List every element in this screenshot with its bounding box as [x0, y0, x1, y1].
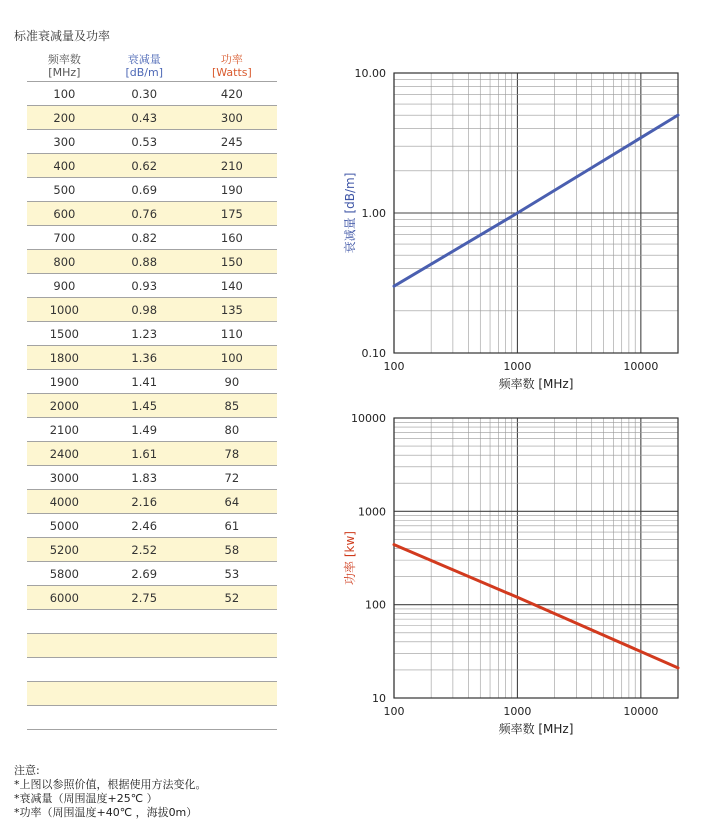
cell-power: 210: [187, 154, 277, 178]
page-title: 标准衰减量及功率: [14, 29, 111, 43]
spec-table: [27, 53, 277, 730]
cell-frequency: 400: [27, 154, 102, 178]
y-tick-label: 1.00: [361, 207, 386, 220]
cell-frequency: 3000: [27, 466, 102, 490]
cell-frequency: 5000: [27, 514, 102, 538]
table-row: [27, 706, 277, 730]
cell-power: 52: [187, 586, 277, 610]
cell-frequency: 100: [27, 82, 102, 106]
cell-power: [187, 634, 277, 658]
y-tick-label: 10: [372, 692, 386, 705]
table-row: [27, 154, 277, 178]
cell-power: 64: [187, 490, 277, 514]
cell-power: 175: [187, 202, 277, 226]
cell-attenuation: 1.23: [102, 322, 187, 346]
x-tick-label: 1000: [503, 360, 532, 373]
x-axis-label: 频率数 [MHz]: [498, 377, 574, 391]
cell-frequency: 700: [27, 226, 102, 250]
table-row: [27, 130, 277, 154]
table-row: [27, 178, 277, 202]
power-chart-svg: [330, 405, 710, 750]
table-row: [27, 514, 277, 538]
table-row: [27, 490, 277, 514]
notes-heading: 注意:: [14, 764, 40, 777]
cell-attenuation: 2.69: [102, 562, 187, 586]
table-row: [27, 586, 277, 610]
cell-attenuation: 1.45: [102, 394, 187, 418]
y-tick-label: 10.00: [354, 67, 386, 80]
cell-frequency: 4000: [27, 490, 102, 514]
cell-frequency: [27, 682, 102, 706]
table-row: [27, 202, 277, 226]
cell-attenuation: 1.49: [102, 418, 187, 442]
cell-power: 80: [187, 418, 277, 442]
header-frequency: [27, 53, 102, 82]
table-row: [27, 82, 277, 106]
y-axis-label: 功率 [kw]: [343, 531, 357, 585]
table-row: [27, 562, 277, 586]
note-line-2: *衰减量（周围温度+25℃ ）: [14, 792, 158, 805]
x-tick-label: 10000: [623, 360, 659, 373]
header-power: [187, 53, 277, 82]
cell-frequency: 6000: [27, 586, 102, 610]
table-body: [27, 82, 277, 730]
table-row: [27, 610, 277, 634]
cell-frequency: [27, 634, 102, 658]
cell-power: [187, 610, 277, 634]
table-row: [27, 370, 277, 394]
cell-power: 110: [187, 322, 277, 346]
cell-attenuation: 1.61: [102, 442, 187, 466]
header-power-unit: [Watts]: [211, 66, 252, 79]
cell-power: 72: [187, 466, 277, 490]
cell-frequency: 2400: [27, 442, 102, 466]
cell-attenuation: [102, 610, 187, 634]
table-row: [27, 226, 277, 250]
table-row: [27, 466, 277, 490]
y-tick-label: 10000: [351, 412, 386, 425]
cell-frequency: 2100: [27, 418, 102, 442]
cell-power: 58: [187, 538, 277, 562]
cell-frequency: 5800: [27, 562, 102, 586]
cell-frequency: [27, 706, 102, 730]
table-row: [27, 322, 277, 346]
attenuation-chart-svg: [330, 60, 710, 405]
note-line-1: *上图以参照价值，根据使用方法变化。: [14, 778, 207, 791]
cell-power: 245: [187, 130, 277, 154]
cell-power: 190: [187, 178, 277, 202]
cell-power: [187, 682, 277, 706]
table-row: [27, 250, 277, 274]
cell-frequency: 200: [27, 106, 102, 130]
cell-power: 90: [187, 370, 277, 394]
cell-attenuation: [102, 682, 187, 706]
x-axis-label: 频率数 [MHz]: [498, 722, 574, 736]
cell-frequency: 500: [27, 178, 102, 202]
cell-attenuation: [102, 706, 187, 730]
cell-power: 100: [187, 346, 277, 370]
cell-attenuation: 2.16: [102, 490, 187, 514]
x-tick-label: 10000: [623, 705, 659, 718]
cell-attenuation: 0.43: [102, 106, 187, 130]
cell-frequency: 900: [27, 274, 102, 298]
x-tick-label: 100: [383, 360, 405, 373]
table-row: [27, 682, 277, 706]
cell-frequency: 1800: [27, 346, 102, 370]
cell-frequency: 2000: [27, 394, 102, 418]
cell-power: 140: [187, 274, 277, 298]
cell-attenuation: [102, 658, 187, 682]
table-row: [27, 418, 277, 442]
cell-frequency: [27, 658, 102, 682]
cell-power: [187, 706, 277, 730]
header-power-name: 功率: [220, 53, 243, 66]
cell-attenuation: 0.82: [102, 226, 187, 250]
notes: [14, 764, 207, 820]
cell-attenuation: 0.93: [102, 274, 187, 298]
table-row: [27, 634, 277, 658]
attenuation-chart: [330, 60, 710, 405]
cell-power: 420: [187, 82, 277, 106]
table-row: [27, 442, 277, 466]
cell-attenuation: 0.30: [102, 82, 187, 106]
y-axis-label: 衰减量 [dB/m]: [343, 172, 357, 254]
table-row: [27, 658, 277, 682]
cell-power: 53: [187, 562, 277, 586]
cell-frequency: 5200: [27, 538, 102, 562]
table-row: [27, 538, 277, 562]
cell-power: [187, 658, 277, 682]
cell-attenuation: 0.88: [102, 250, 187, 274]
table-row: [27, 394, 277, 418]
table-row: [27, 346, 277, 370]
y-tick-label: 0.10: [361, 347, 386, 360]
cell-frequency: 1000: [27, 298, 102, 322]
x-tick-label: 100: [383, 705, 405, 718]
x-tick-label: 1000: [503, 705, 532, 718]
cell-attenuation: 1.36: [102, 346, 187, 370]
cell-attenuation: 0.53: [102, 130, 187, 154]
cell-frequency: 600: [27, 202, 102, 226]
table-row: [27, 106, 277, 130]
cell-power: 300: [187, 106, 277, 130]
table-row: [27, 298, 277, 322]
cell-attenuation: 2.52: [102, 538, 187, 562]
table-header-row: [27, 53, 277, 82]
cell-frequency: 800: [27, 250, 102, 274]
cell-attenuation: 2.75: [102, 586, 187, 610]
note-line-3: *功率（周围温度+40℃ ，海拔0m）: [14, 806, 198, 819]
cell-power: 160: [187, 226, 277, 250]
header-frequency-unit: [MHz]: [48, 66, 81, 79]
cell-power: 150: [187, 250, 277, 274]
cell-attenuation: 1.83: [102, 466, 187, 490]
cell-power: 85: [187, 394, 277, 418]
cell-frequency: [27, 610, 102, 634]
cell-attenuation: 0.98: [102, 298, 187, 322]
header-attenuation-unit: [dB/m]: [125, 66, 163, 79]
header-attenuation-name: 衰减量: [127, 53, 161, 66]
cell-frequency: 1500: [27, 322, 102, 346]
cell-power: 61: [187, 514, 277, 538]
cell-power: 78: [187, 442, 277, 466]
y-tick-label: 100: [365, 598, 386, 612]
cell-attenuation: 2.46: [102, 514, 187, 538]
cell-frequency: 300: [27, 130, 102, 154]
y-tick-label: 1000: [358, 505, 386, 519]
cell-attenuation: 1.41: [102, 370, 187, 394]
cell-frequency: 1900: [27, 370, 102, 394]
cell-attenuation: 0.69: [102, 178, 187, 202]
cell-attenuation: 0.76: [102, 202, 187, 226]
cell-power: 135: [187, 298, 277, 322]
cell-attenuation: 0.62: [102, 154, 187, 178]
header-attenuation: [102, 53, 187, 82]
cell-attenuation: [102, 634, 187, 658]
header-frequency-name: 频率数: [47, 53, 81, 66]
table-row: [27, 274, 277, 298]
power-chart: [330, 405, 710, 750]
